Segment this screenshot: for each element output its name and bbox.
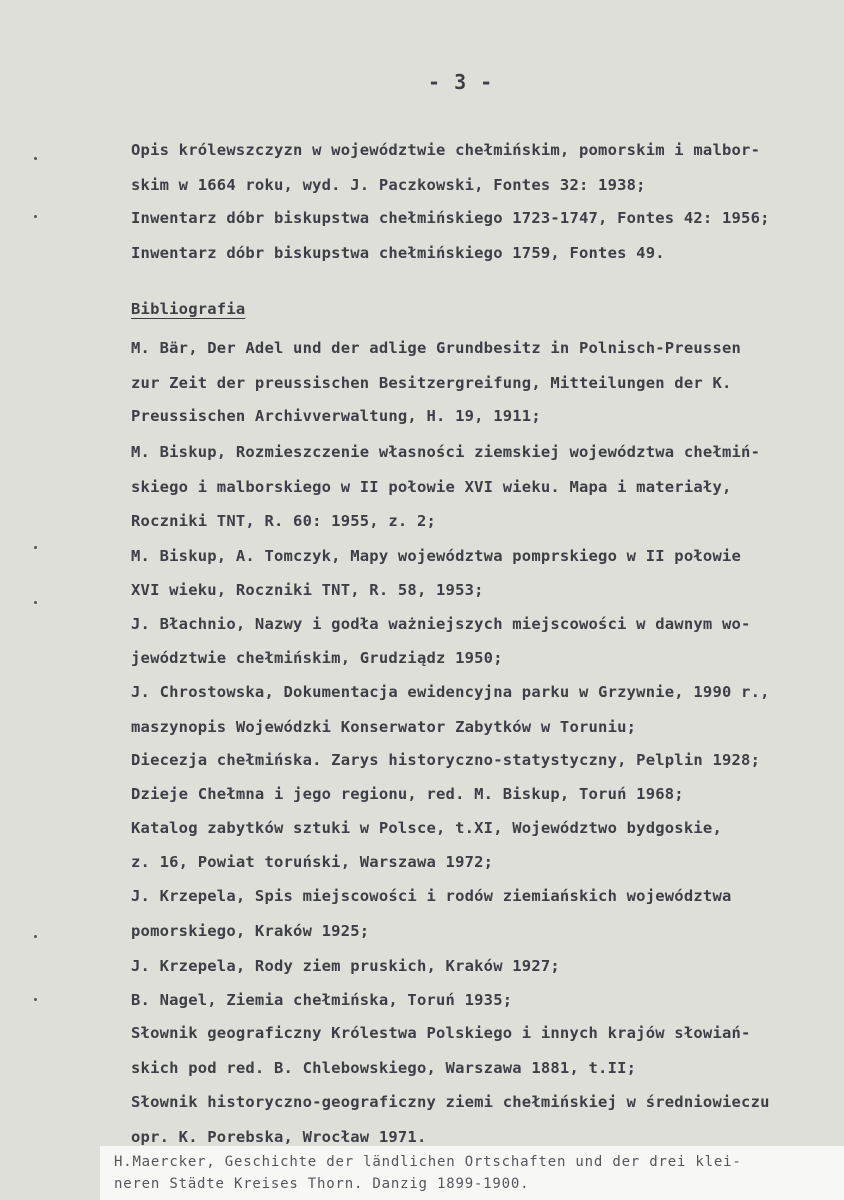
bibliography-line: XVI wieku, Roczniki TNT, R. 58, 1953; <box>131 581 484 599</box>
bibliography-line: J. Krzepela, Spis miejscowości i rodów ziemiańskich województwa <box>131 887 732 905</box>
bibliography-line: opr. K. Porebska, Wrocław 1971. <box>131 1128 427 1146</box>
punch-mark <box>34 601 37 604</box>
bibliography-line: B. Nagel, Ziemia chełmińska, Toruń 1935; <box>131 991 513 1009</box>
source-line: Inwentarz dóbr biskupstwa chełmińskiego 1759, Fontes 49. <box>131 244 665 262</box>
bibliography-line: zur Zeit der preussischen Besitzergreifung, Mitteilungen der K. <box>131 374 732 392</box>
bibliography-line: J. Błachnio, Nazwy i godła ważniejszych miejscowości w dawnym wo- <box>131 615 751 633</box>
bibliography-line: Dzieje Chełmna i jego regionu, red. M. Biskup, Toruń 1968; <box>131 785 684 803</box>
bibliography-line: M. Biskup, A. Tomczyk, Mapy województwa pomprskiego w II połowie <box>131 547 742 565</box>
punch-mark <box>34 935 37 938</box>
bibliography-line: Słownik geograficzny Królestwa Polskiego i innych krajów słowiań- <box>131 1024 751 1042</box>
page-number: - 3 - <box>428 70 494 94</box>
bibliography-line: J. Krzepela, Rody ziem pruskich, Kraków 1927; <box>131 957 560 975</box>
bibliography-line: z. 16, Powiat toruński, Warszawa 1972; <box>131 853 494 871</box>
punch-mark <box>34 215 37 218</box>
bibliography-line: Roczniki TNT, R. 60: 1955, z. 2; <box>131 512 437 530</box>
source-line: Opis królewszczyzn w województwie chełmińskim, pomorskim i malbor- <box>131 141 761 159</box>
caption-line: H.Maercker, Geschichte der ländlichen Ortschaften und der drei klei- <box>114 1154 742 1170</box>
bibliography-line: maszynopis Wojewódzki Konserwator Zabytków w Toruniu; <box>131 718 637 736</box>
caption-line: neren Städte Kreises Thorn. Danzig 1899-1900. <box>114 1176 530 1192</box>
source-line: skim w 1664 roku, wyd. J. Paczkowski, Fontes 32: 1938; <box>131 176 646 194</box>
bibliography-line: pomorskiego, Kraków 1925; <box>131 922 370 940</box>
punch-mark <box>34 157 37 160</box>
source-line: Inwentarz dóbr biskupstwa chełmińskiego 1723-1747, Fontes 42: 1956; <box>131 209 770 227</box>
bibliography-line: M. Bär, Der Adel und der adlige Grundbesitz in Polnisch-Preussen <box>131 339 742 357</box>
bibliography-line: Preussischen Archivverwaltung, H. 19, 1911; <box>131 407 541 425</box>
bibliography-line: Diecezja chełmińska. Zarys historyczno-statystyczny, Pelplin 1928; <box>131 751 761 769</box>
bibliography-line: jewództwie chełmińskim, Grudziądz 1950; <box>131 649 503 667</box>
bibliography-line: Słownik historyczno-geograficzny ziemi chełmińskiej w średniowieczu <box>131 1093 770 1111</box>
bibliography-line: skiego i malborskiego w II połowie XVI wieku. Mapa i materiały, <box>131 478 732 496</box>
bibliography-line: M. Biskup, Rozmieszczenie własności ziemskiej województwa chełmiń- <box>131 443 761 461</box>
bibliography-heading: Bibliografia <box>131 300 246 318</box>
caption-overlay <box>100 1146 844 1200</box>
bibliography-line: J. Chrostowska, Dokumentacja ewidencyjna parku w Grzywnie, 1990 r., <box>131 683 770 701</box>
bibliography-line: skich pod red. B. Chlebowskiego, Warszawa 1881, t.II; <box>131 1059 637 1077</box>
binding-punch-marks <box>0 0 60 1200</box>
bibliography-line: Katalog zabytków sztuki w Polsce, t.XI, Województwo bydgoskie, <box>131 819 722 837</box>
punch-mark <box>34 546 37 549</box>
punch-mark <box>34 998 37 1001</box>
